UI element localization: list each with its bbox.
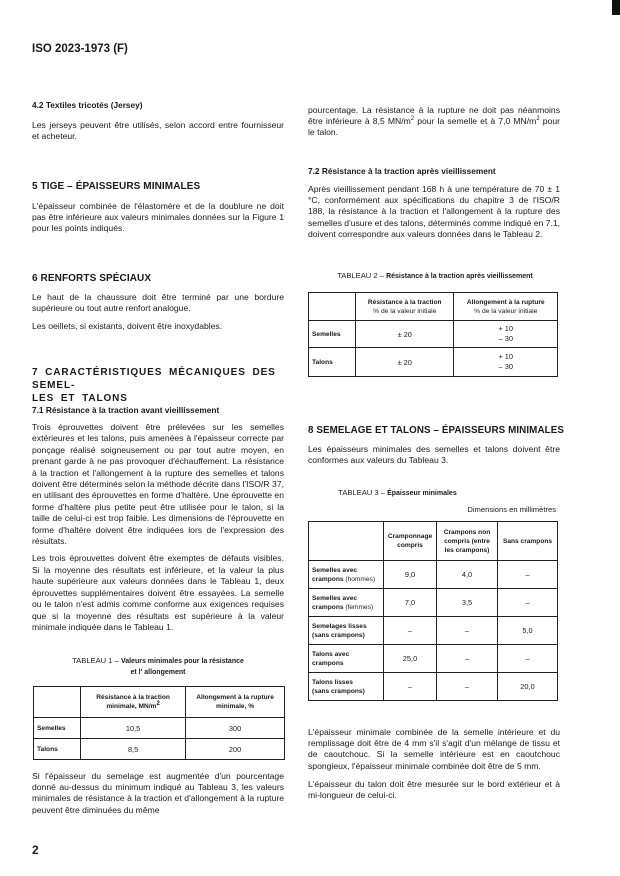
paragraph: Le haut de la chaussure doit être terminé par une bordure supérieure ou tout autre renfort analogue. (32, 292, 284, 314)
paragraph: Si l'épaisseur du semelage est augmentée d'un pourcentage donné au-dessus du minimum indiqué au Tableau 3, les valeurs minimales de résistance à la traction et d'allongement à la rupture peuvent être diminuées du même (32, 771, 284, 815)
table-row (309, 348, 558, 377)
section-5-body (32, 201, 284, 235)
column-header: Allongement à la rupture % de la valeur initiale (454, 293, 558, 321)
paragraph: Les trois éprouvettes doivent être exemptes de défauts visibles. Si la moyenne des résultats est inférieure, et la valeur la plus haute supérieure aux valeurs données dans le Tableau 1, deux éprouvettes supplémentaires doivent être essayées. La semelle ou le talon n'est admis comme conforme aux exigences requises que si la moyenne des résultats est supérieure à la valeur minimale indiquée dans le Tableau 1. (32, 553, 284, 632)
table-cell: 5,0 (498, 617, 558, 645)
document-id: ISO 2023-1973 (F) (32, 43, 128, 55)
paragraph: Les jerseys peuvent être utilisés, selon accord entre fournisseur et acheteur. (32, 120, 284, 142)
section-7-2 (308, 166, 560, 176)
table-cell: ± 20 (356, 348, 454, 377)
table-cell: – (437, 617, 498, 645)
table-1 (33, 686, 285, 760)
section-7-1-continued-right (308, 105, 560, 139)
section-8 (308, 425, 583, 436)
scan-corner-mark (612, 0, 620, 15)
caption-title: Épaisseur minimales (387, 490, 457, 497)
table-2 (308, 292, 558, 377)
row-header: Semelles (34, 718, 81, 739)
paragraph: pourcentage. La résistance à la rupture ne doit pas néanmoins être inférieure à 8,5 $MN/m^2$ pour la semelle et à 7,0 $MN/m^2$ pour le talon. (308, 105, 560, 138)
table-cell: + 10 – 30 (454, 321, 558, 348)
table-cell: – (437, 673, 498, 701)
table-row (309, 617, 558, 645)
paragraph: Trois éprouvettes doivent être prélevées sur les semelles extérieures et les talons, puis amenées à l'épaisseur correcte par ponçage réalisé soigneusement ou par tout autre moyen, en prenant garde à ne pas provoquer d'échauffement. La résistance à la traction et l'allongement à la rupture des semelles et talons doivent être déterminés selon la méthode décrite dans l'ISO/R 37, en utilisant des éprouvettes en forme d'haltère. Une éprouvette en forme d'haltère plus petite peut être utilisée pour le talon, si la taille de celui-ci est trop faible. Les dimensions de l'éprouvette en forme d'haltère doivent être indiquées lors de l'expression des résultats. (32, 422, 284, 547)
row-header: Semelles avec crampons (femmes) (309, 589, 384, 617)
paragraph: Les oeillets, si existants, doivent être inoxydables. (32, 321, 223, 332)
caption-prefix: TABLEAU 3 – (338, 488, 388, 497)
table-row (309, 589, 558, 617)
section-heading-line1: 7 CARACTÉRISTIQUES MÉCANIQUES DES SEMEL- (32, 367, 276, 391)
section-heading: 8 SEMELAGE ET TALONS – ÉPAISSEURS MINIMALES (308, 425, 564, 436)
column-header: Résistance à la traction % de la valeur initiale (356, 293, 454, 321)
table1-caption (32, 656, 284, 678)
table-cell: 4,0 (437, 561, 498, 589)
section-7-1-body (32, 422, 284, 633)
section-7-2-body (308, 184, 560, 240)
section-heading: 6 RENFORTS SPÉCIAUX (32, 273, 152, 284)
row-header: Talons (309, 348, 356, 377)
section-heading: 7.1 Résistance à la traction avant vieillissement (32, 405, 220, 415)
table-cell: 10,5 (81, 718, 186, 739)
paragraph: L'épaisseur minimale combinée de la semelle intérieure et du remplissage doit être de 4 mm s'il s'agit d'un mélange de tissu et de caoutchouc. Si la semelle intérieure est en caoutchouc spongieux, l'épaisseur minimale combinée doit être de 5 mm. (308, 727, 560, 771)
paragraph: Les épaisseurs minimales des semelles et talons doivent être conformes aux valeurs du Tableau 3. (308, 444, 560, 466)
column-header: Résistance à la traction minimale, $MN/m^2$ (81, 687, 186, 718)
column-header: Crampons non compris (entre les crampons) (437, 522, 498, 561)
table-row (309, 321, 558, 348)
table-cell: 9,0 (384, 561, 437, 589)
column-header: Allongement à la rupture minimale, % (186, 687, 285, 718)
table-header-row (309, 293, 558, 321)
paragraph: Après vieillissement pendant 168 h à une température de 70 ± 1 °C, conformément aux spécifications du chapitre 3 de l'ISO/R 188, la résistance à la traction et l'allongement à la rupture des semelles d'usure et des talons, déterminés comme indiqué en 7.1, doivent correspondre aux valeurs données dans le Tableau 2. (308, 184, 560, 239)
empty-header-cell (309, 522, 384, 561)
caption-prefix: TABLEAU 1 – (72, 656, 121, 665)
table-cell: – (384, 673, 437, 701)
table-row (309, 673, 558, 701)
row-header: Talons (34, 739, 81, 760)
section-8-continued (308, 727, 560, 801)
section-4-2-body (32, 120, 284, 142)
page-number: 2 (32, 843, 39, 857)
column-header: Sans crampons (498, 522, 558, 561)
table-3 (308, 521, 558, 701)
row-header: Semelles avec crampons (hommes) (309, 561, 384, 589)
table-cell: 25,0 (384, 645, 437, 673)
section-7-1-continued (32, 771, 284, 816)
paragraph: L'épaisseur du talon doit être mesurée sur le bord extérieur et à mi-longueur de celui-ci. (308, 778, 560, 801)
table-cell: – (498, 645, 558, 673)
section-heading-line2: LES ET TALONS (32, 393, 128, 404)
table-header-row (34, 687, 285, 718)
table-cell: – (437, 645, 498, 673)
caption-title: Résistance à la traction après vieillissement (386, 273, 533, 280)
table-cell: – (498, 589, 558, 617)
section-8-body (308, 444, 560, 466)
table-cell: 200 (186, 739, 285, 760)
caption-title-line2: et l' allongement (130, 669, 186, 676)
section-5 (32, 181, 284, 192)
row-header: Talons lisses (sans crampons) (309, 673, 384, 701)
table-cell: 7,0 (384, 589, 437, 617)
section-7-1 (32, 405, 284, 415)
table-cell: 300 (186, 718, 285, 739)
table-cell: 20,0 (498, 673, 558, 701)
table-cell: + 10 – 30 (454, 348, 558, 377)
row-header: Talons avec crampons (309, 645, 384, 673)
row-header: Semelages lisses (sans crampons) (309, 617, 384, 645)
column-header: Cramponnage compris (384, 522, 437, 561)
section-6 (32, 273, 284, 284)
table-cell: 3,5 (437, 589, 498, 617)
table-row (309, 561, 558, 589)
section-6-body (32, 292, 284, 333)
section-4-2 (32, 100, 284, 110)
table-row (34, 739, 285, 760)
table-cell: ± 20 (356, 321, 454, 348)
caption-prefix: TABLEAU 2 – (337, 271, 387, 280)
table-header-row (309, 522, 558, 561)
section-heading: 4.2 Textiles tricotés (Jersey) (32, 100, 143, 110)
paragraph: L'épaisseur combinée de l'élastomère et de la doublure ne doit pas être inférieure aux valeurs minimales données sur la Figure 1 pour les points indiqués. (32, 201, 284, 234)
section-7 (32, 366, 284, 405)
table-cell: – (384, 617, 437, 645)
section-heading: 7.2 Résistance à la traction après vieillissement (308, 166, 496, 176)
table2-caption (300, 271, 570, 282)
empty-header-cell (309, 293, 356, 321)
section-heading: 5 TIGE – ÉPAISSEURS MINIMALES (32, 181, 201, 192)
row-header: Semelles (309, 321, 356, 348)
empty-header-cell (34, 687, 81, 718)
table-cell: – (498, 561, 558, 589)
table3-units: Dimensions en millimètres (467, 505, 556, 514)
table-row (309, 645, 558, 673)
table-row (34, 718, 285, 739)
table-cell: 8,5 (81, 739, 186, 760)
caption-title: Valeurs minimales pour la résistance (120, 658, 244, 665)
table3-caption (300, 488, 495, 499)
